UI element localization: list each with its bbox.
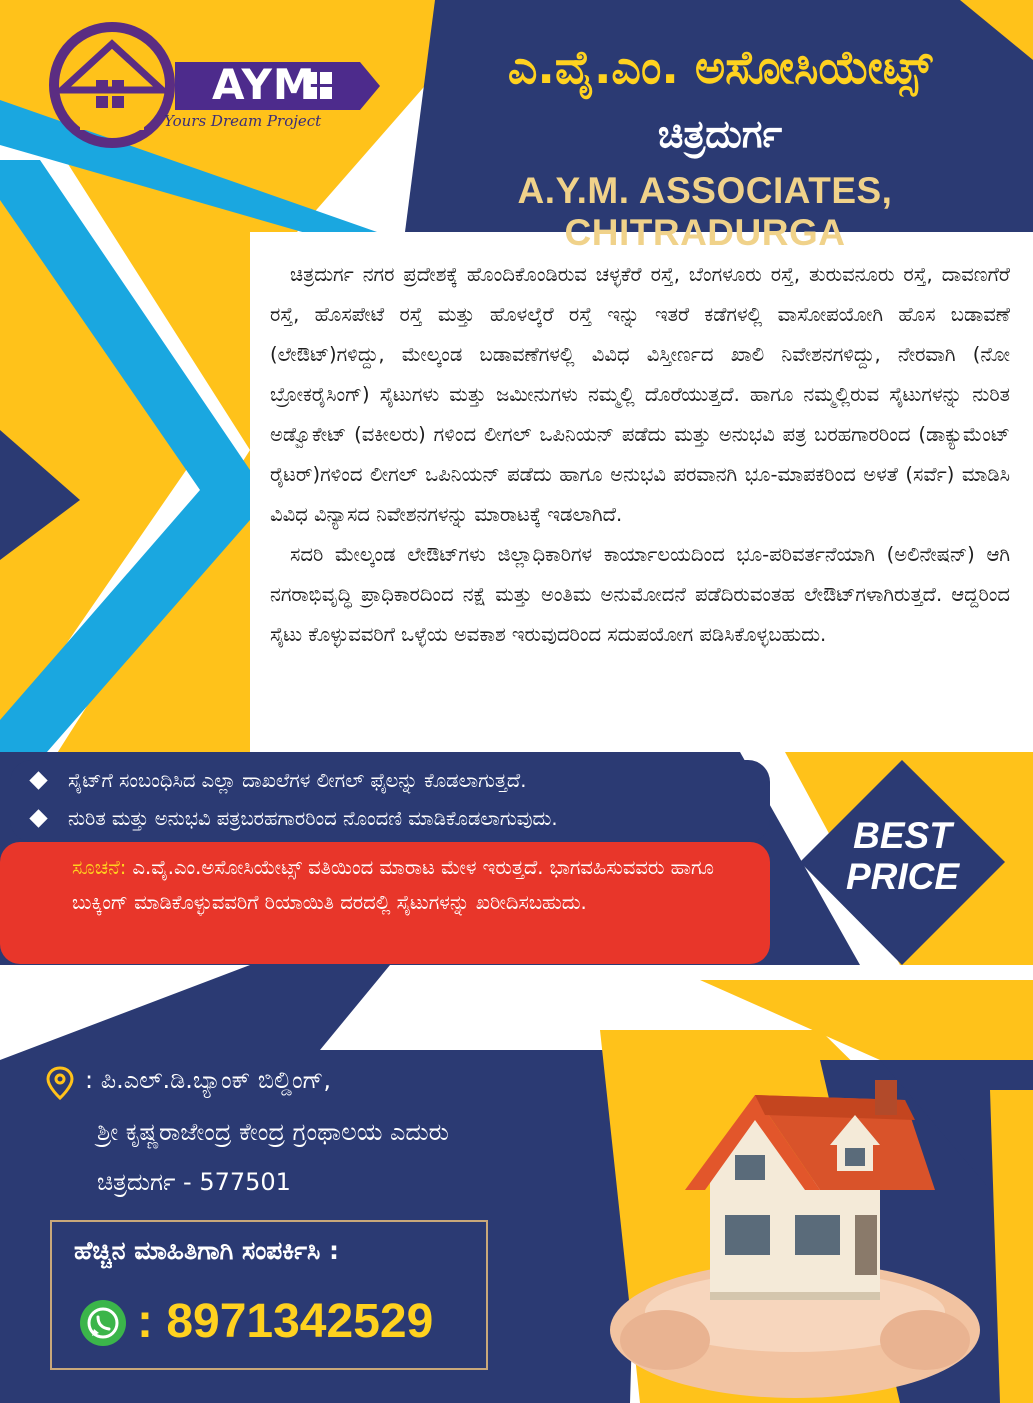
feature-list bbox=[28, 762, 768, 838]
whatsapp-icon bbox=[80, 1300, 126, 1346]
logo-tagline: Yours Dream Project bbox=[164, 112, 322, 130]
description-paragraph-2: ಸದರಿ ಮೇಲ್ಕಂಡ ಲೇಔಟ್‌ಗಳು ಜಿಲ್ಲಾಧಿಕಾರಿಗಳ ಕಾರ್ಯಾಲಯದಿಂದ ಭೂ-ಪರಿವರ್ತನೆಯಾಗಿ (ಅಲಿನೇಷನ್) ಆಗಿ ನಗರಾಭಿವೃದ್ಧಿ ಪ್ರಾಧಿಕಾರದಿಂದ ನಕ್ಷೆ ಮತ್ತು ಅಂತಿಮ ಅನುಮೋದನೆ ಪಡೆದಿರುವಂತಹ ಲೇಔಟ್‌ಗಳಾಗಿರುತ್ತದೆ. ಆದ್ದರಿಂದ ಸೈಟು ಕೊಳ್ಳುವವರಿಗೆ ಒಳ್ಳೆಯ ಅವಕಾಶ ಇರುವುದರಿಂದ ಸದುಪಯೋಗ ಪಡಿಸಿಕೊಳ್ಳಬಹುದು. bbox=[270, 543, 1010, 646]
notice bbox=[72, 850, 762, 920]
house-in-hands-image bbox=[605, 1060, 985, 1400]
description-paragraph-1: ಚಿತ್ರದುರ್ಗ ನಗರ ಪ್ರದೇಶಕ್ಕೆ ಹೊಂದಿಕೊಂಡಿರುವ ಚಳ್ಳಕೆರೆ ರಸ್ತೆ, ಬೆಂಗಳೂರು ರಸ್ತೆ, ತುರುವನೂರು ರಸ್ತೆ, ದಾವಣಗೆರೆ ರಸ್ತೆ, ಹೊಸಪೇಟೆ ರಸ್ತೆ ಮತ್ತು ಹೊಳಲ್ಕೆರೆ ರಸ್ತೆ ಇನ್ನು ಇತರೆ ಕಡೆಗಳಲ್ಲಿ ವಾಸೋಪಯೋಗಿ ಹೊಸ ಬಡಾವಣೆ (ಲೇಔಟ್)ಗಳಿದ್ದು, ಮೇಲ್ಕಂಡ ಬಡಾವಣೆಗಳಲ್ಲಿ ವಿವಿಧ ವಿಸ್ತೀರ್ಣದ ಖಾಲಿ ನಿವೇಶನಗಳಿದ್ದು, ನೇರವಾಗಿ (ನೋ ಬ್ರೋಕರೈಸಿಂಗ್) ಸೈಟುಗಳು ಮತ್ತು ಜಮೀನುಗಳು ನಮ್ಮಲ್ಲಿ ದೊರೆಯುತ್ತದೆ. ಹಾಗೂ ನಮ್ಮಲ್ಲಿರುವ ಸೈಟುಗಳನ್ನು ನುರಿತ ಅಡ್ವೊಕೇಟ್ (ವಕೀಲರು) ಗಳಿಂದ ಲೀಗಲ್ ಒಪಿನಿಯನ್ ಪಡೆದು ಮತ್ತು ಅನುಭವಿ ಪತ್ರ ಬರಹಗಾರರಿಂದ (ಡಾಕ್ಯುಮೆಂಟ್ ರೈಟರ್)ಗಳಿಂದ ಲೀಗಲ್ ಒಪಿನಿಯನ್ ಪಡೆದು ಹಾಗೂ ಅನುಭವಿ ಪರವಾನಗಿ ಭೂ-ಮಾಪಕರಿಂದ ಅಳತೆ (ಸರ್ವೆ) ಮಾಡಿಸಿ ವಿವಿಧ ವಿನ್ಯಾಸದ ನಿವೇಶನಗಳನ್ನು ಮಾರಾಟಕ್ಕೆ ಇಡಲಾಗಿದೆ. bbox=[270, 263, 1010, 526]
logo-house-icon bbox=[40, 20, 380, 150]
feature-item bbox=[28, 800, 768, 838]
best-price-badge bbox=[800, 760, 1005, 965]
title-english: A.Y.M. ASSOCIATES, CHITRADURGA bbox=[517, 170, 893, 253]
city-kannada: ಚಿತ್ರದುರ್ಗ bbox=[657, 112, 783, 156]
feature-text: ಸೈಟ್‌ಗೆ ಸಂಬಂಧಿಸಿದ ಎಲ್ಲಾ ದಾಖಲೆಗಳ ಲೀಗಲ್ ಫೈಲನ್ನು ಕೊಡಲಾಗುತ್ತದೆ. bbox=[68, 769, 527, 792]
diamond-bullet-icon bbox=[29, 771, 47, 789]
logo-mark: AYM bbox=[212, 60, 316, 109]
badge-line-1: BEST bbox=[853, 815, 952, 856]
phone-number[interactable]: : 8971342529 bbox=[137, 1295, 434, 1348]
contact-box bbox=[50, 1220, 488, 1370]
description bbox=[270, 255, 1010, 655]
address-line-1: : ಪಿ.ಎಲ್.ಡಿ.ಬ್ಯಾಂಕ್ ಬಿಲ್ಡಿಂಗ್, bbox=[85, 1066, 332, 1094]
contact-label: ಹೆಚ್ಚಿನ ಮಾಹಿತಿಗಾಗಿ ಸಂಪರ್ಕಿಸಿ : bbox=[74, 1236, 339, 1265]
feature-text: ನುರಿತ ಮತ್ತು ಅನುಭವಿ ಪತ್ರಬರಹಗಾರರಿಂದ ನೊಂದಣಿ ಮಾಡಿಕೊಡಲಾಗುವುದು. bbox=[68, 807, 558, 830]
notice-text: ಎ.ವೈ.ಎಂ.ಅಸೋಸಿಯೇಟ್ಸ್ ವತಿಯಿಂದ ಮಾರಾಟ ಮೇಳ ಇರುತ್ತದೆ. ಭಾಗವಹಿಸುವವರು ಹಾಗೂ ಬುಕ್ಕಿಂಗ್ ಮಾಡಿಕೊಳ್ಳುವವರಿಗೆ ರಿಯಾಯಿತಿ ದರದಲ್ಲಿ ಸೈಟುಗಳನ್ನು ಖರೀದಿಸಬಹುದು. bbox=[72, 856, 715, 914]
address-line-2: ಶ್ರೀ ಕೃಷ್ಣರಾಜೇಂದ್ರ ಕೇಂದ್ರ ಗ್ರಂಥಾಲಯ ಎದುರು bbox=[97, 1118, 449, 1146]
title-kannada: ಎ.ವೈ.ಎಂ. ಅಸೋಸಿಯೇಟ್ಸ್ bbox=[507, 40, 933, 94]
badge-line-2: PRICE bbox=[845, 856, 960, 897]
address-line-3: ಚಿತ್ರದುರ್ಗ - 577501 bbox=[97, 1168, 291, 1196]
location-pin-icon bbox=[45, 1066, 75, 1100]
diamond-bullet-icon bbox=[29, 809, 47, 827]
feature-item bbox=[28, 762, 768, 800]
notice-label: ಸೂಚನೆ: bbox=[72, 856, 127, 879]
aym-logo bbox=[40, 20, 380, 150]
